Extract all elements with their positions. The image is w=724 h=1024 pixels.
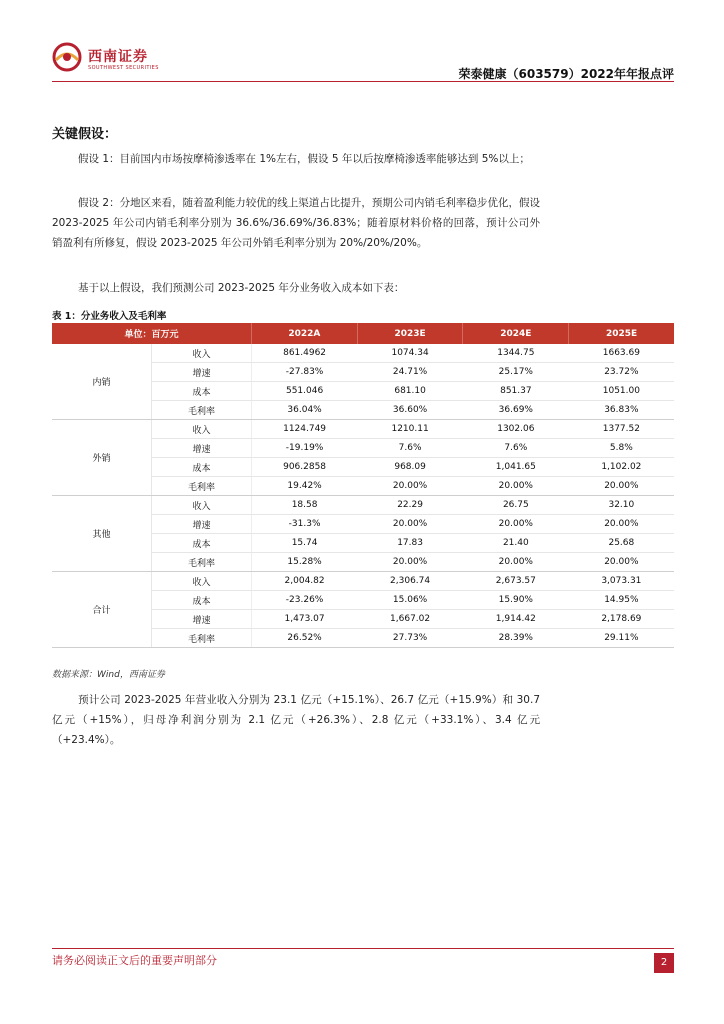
header-unit: 单位：百万元 [52,323,251,344]
revenue-table [52,323,674,648]
row-label: 毛利率 [151,477,251,496]
row-label: 收入 [151,344,251,363]
table-cell: 681.10 [357,382,463,401]
table-cell: 20.00% [569,553,674,572]
assumption-2: 假设 2：分地区来看，随着盈利能力较优的线上渠道占比提升，预期公司内销毛利率稳步优化，假设 2023-2025 年公司内销毛利率分别为 36.6%/36.69%/36.83%；随着原材料价格的回落，预计公司外销盈利有所修复，假设 2023-2025 年公司外销毛利率分别为 20%/20%/20%。 [52,197,540,249]
assumption-summary: 基于以上假设，我们预测公司 2023-2025 年分业务收入成本如下表： [78,282,405,294]
row-label: 收入 [151,420,251,439]
table-cell: 20.00% [463,553,569,572]
group-total [52,572,674,648]
table-cell: 24.71% [357,363,463,382]
row-label: 成本 [151,534,251,553]
group-label: 其他 [52,496,151,572]
table-cell: 2,306.74 [357,572,463,591]
table-cell: 28.39% [463,629,569,648]
table-cell: 2,673.57 [463,572,569,591]
table-cell: 26.52% [251,629,357,648]
table-cell: 20.00% [463,515,569,534]
table-cell: 17.83 [357,534,463,553]
footer-divider [52,948,674,949]
logo-chinese-text: 西南证券 [88,49,148,65]
row-label: 成本 [151,591,251,610]
page-number: 2 [654,953,674,973]
table-cell: 1377.52 [569,420,674,439]
table-cell: 36.83% [569,401,674,420]
table-cell: 1051.00 [569,382,674,401]
table-cell: 36.04% [251,401,357,420]
table-cell: 32.10 [569,496,674,515]
table-cell: 36.60% [357,401,463,420]
table-cell: 18.58 [251,496,357,515]
table-title: 表 1：分业务收入及毛利率 [52,311,167,322]
logo-english-text: SOUTHWEST SECURITIES [88,65,159,71]
table-cell: -31.3% [251,515,357,534]
table-cell: 5.8% [569,439,674,458]
table-cell: 1,041.65 [463,458,569,477]
row-label: 成本 [151,382,251,401]
row-label: 成本 [151,458,251,477]
row-label: 增速 [151,363,251,382]
group-domestic [52,344,674,420]
table-cell: 1124.749 [251,420,357,439]
table-cell: 7.6% [463,439,569,458]
forecast-paragraph: 预计公司 2023-2025 年营业收入分别为 23.1 亿元（+15.1%）、26.7 亿元（+15.9%）和 30.7 亿元（+15%），归母净利润分别为 2.1 亿元（+26.3%）、2.8 亿元（+33.1%）、3.4 亿元（+23.4%）。 [52,694,540,746]
table-cell: 27.73% [357,629,463,648]
header-2025e: 2025E [569,323,674,344]
section-title: 关键假设： [52,127,118,142]
table-cell: -23.26% [251,591,357,610]
report-title: 荣泰健康（603579）2022年年报点评 [458,67,674,81]
header-divider [52,81,674,82]
table-cell: 25.68 [569,534,674,553]
table-cell: 861.4962 [251,344,357,363]
table-cell: 1663.69 [569,344,674,363]
table-cell: 15.28% [251,553,357,572]
table-cell: 23.72% [569,363,674,382]
header-2024e: 2024E [463,323,569,344]
table-cell: 20.00% [357,515,463,534]
table-cell: 1344.75 [463,344,569,363]
disclaimer-note: 请务必阅读正文后的重要声明部分 [52,954,217,967]
row-label: 增速 [151,439,251,458]
table-cell: 20.00% [569,477,674,496]
table-cell: -27.83% [251,363,357,382]
table-cell: 906.2858 [251,458,357,477]
table-cell: 1,667.02 [357,610,463,629]
table-cell: -19.19% [251,439,357,458]
table-cell: 15.74 [251,534,357,553]
group-label: 外销 [52,420,151,496]
table-cell: 14.95% [569,591,674,610]
table-cell: 551.046 [251,382,357,401]
table-cell: 20.00% [357,553,463,572]
row-label: 毛利率 [151,629,251,648]
table-cell: 2,004.82 [251,572,357,591]
company-logo [52,42,212,78]
table-cell: 968.09 [357,458,463,477]
table-cell: 1,102.02 [569,458,674,477]
table-cell: 1074.34 [357,344,463,363]
assumption-1: 假设 1：目前国内市场按摩椅渗透率在 1%左右，假设 5 年以后按摩椅渗透率能够达到 5%以上； [78,153,530,165]
table-header-row [52,323,674,344]
row-label: 收入 [151,496,251,515]
row-label: 增速 [151,515,251,534]
table-cell: 15.06% [357,591,463,610]
row-label: 毛利率 [151,553,251,572]
table-cell: 1,914.42 [463,610,569,629]
table-cell: 29.11% [569,629,674,648]
table-row [52,420,674,439]
table-cell: 36.69% [463,401,569,420]
table-source: 数据来源：Wind，西南证券 [52,670,165,680]
table-row [52,344,674,363]
table-cell: 19.42% [251,477,357,496]
table-cell: 1210.11 [357,420,463,439]
page-header [52,38,674,82]
row-label: 收入 [151,572,251,591]
row-label: 增速 [151,610,251,629]
table-cell: 20.00% [463,477,569,496]
table-cell: 3,073.31 [569,572,674,591]
table-cell: 20.00% [569,515,674,534]
table-cell: 1302.06 [463,420,569,439]
table-cell: 21.40 [463,534,569,553]
table-cell: 22.29 [357,496,463,515]
table-cell: 20.00% [357,477,463,496]
header-2022a: 2022A [251,323,357,344]
table-cell: 25.17% [463,363,569,382]
table-cell: 1,473.07 [251,610,357,629]
table-row [52,572,674,591]
group-export [52,420,674,496]
table-cell: 15.90% [463,591,569,610]
group-other [52,496,674,572]
group-label: 合计 [52,572,151,648]
group-label: 内销 [52,344,151,420]
table-cell: 7.6% [357,439,463,458]
table-cell: 851.37 [463,382,569,401]
header-2023e: 2023E [357,323,463,344]
table-cell: 2,178.69 [569,610,674,629]
logo-mark-icon [52,42,82,72]
table-row [52,496,674,515]
table-cell: 26.75 [463,496,569,515]
row-label: 毛利率 [151,401,251,420]
